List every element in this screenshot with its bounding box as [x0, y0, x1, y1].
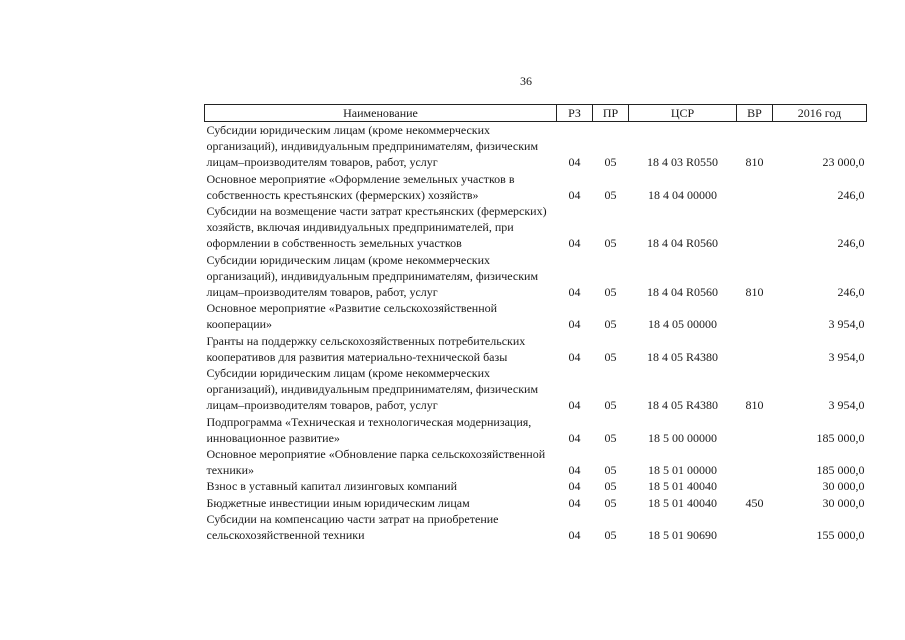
row-csr: 18 5 01 40040	[648, 479, 717, 494]
row-pr: 05	[604, 317, 617, 332]
budget-table	[204, 104, 867, 543]
row-csr: 18 4 05 R4380	[646, 349, 718, 364]
table-row	[205, 414, 867, 446]
row-rz: 04	[568, 155, 581, 170]
row-vr	[737, 300, 773, 332]
row-vr: 810	[745, 398, 764, 413]
row-name: Взнос в уставный капитал лизинговых компаний	[206, 479, 457, 494]
row-amount: 3 954,0	[828, 398, 865, 413]
row-vr	[737, 478, 773, 494]
row-csr: 18 4 04 R0560	[646, 285, 718, 300]
row-amount: 30 000,0	[822, 479, 865, 494]
row-rz: 04	[568, 349, 581, 364]
table-row	[205, 203, 867, 252]
row-name: Субсидии юридическим лицам (кроме некоммерческих организаций), индивидуальным предпринимателям, физическим лицам–производителям товаров, работ, услуг	[206, 366, 539, 413]
row-pr: 05	[604, 236, 617, 251]
row-csr: 18 4 05 R4380	[646, 398, 718, 413]
row-amount: 185 000,0	[816, 430, 865, 445]
table-row	[205, 446, 867, 478]
row-name: Основное мероприятие «Обновление парка сельскохозяйственной техники»	[206, 447, 546, 478]
row-vr	[737, 203, 773, 252]
row-csr: 18 5 01 90690	[648, 528, 717, 543]
header-csr: ЦСР	[629, 105, 737, 122]
row-csr: 18 5 00 00000	[648, 430, 717, 445]
table-row	[205, 478, 867, 494]
table-row	[205, 333, 867, 365]
row-vr: 450	[745, 495, 764, 510]
row-rz: 04	[568, 285, 581, 300]
header-pr: ПР	[593, 105, 629, 122]
row-rz: 04	[568, 528, 581, 543]
row-pr: 05	[604, 398, 617, 413]
row-amount: 23 000,0	[822, 155, 865, 170]
row-amount: 155 000,0	[816, 528, 865, 543]
row-vr	[737, 414, 773, 446]
row-vr	[737, 511, 773, 543]
header-vr: ВР	[737, 105, 773, 122]
row-vr: 810	[745, 285, 764, 300]
row-pr: 05	[604, 430, 617, 445]
row-rz: 04	[568, 236, 581, 251]
row-name: Подпрограмма «Техническая и технологическая модернизация, инновационное развитие»	[206, 414, 532, 445]
row-rz: 04	[568, 463, 581, 478]
header-rz: РЗ	[557, 105, 593, 122]
row-name: Основное мероприятие «Развитие сельскохозяйственной кооперации»	[206, 301, 498, 332]
row-vr: 810	[745, 155, 764, 170]
row-vr	[737, 446, 773, 478]
row-rz: 04	[568, 187, 581, 202]
row-rz: 04	[568, 479, 581, 494]
row-rz: 04	[568, 430, 581, 445]
row-amount: 30 000,0	[822, 495, 865, 510]
row-pr: 05	[604, 463, 617, 478]
row-pr: 05	[604, 528, 617, 543]
row-amount: 246,0	[837, 187, 865, 202]
row-pr: 05	[604, 155, 617, 170]
row-name: Субсидии на компенсацию части затрат на приобретение сельскохозяйственной техники	[206, 511, 499, 543]
row-pr: 05	[604, 479, 617, 494]
row-csr: 18 4 03 R0550	[646, 155, 718, 170]
table-row	[205, 365, 867, 414]
table-row	[205, 511, 867, 543]
row-pr: 05	[604, 349, 617, 364]
row-name: Основное мероприятие «Оформление земельных участков в собственность крестьянских (фермерских) хозяйств»	[206, 171, 515, 202]
table-row	[205, 495, 867, 511]
row-csr: 18 4 04 00000	[648, 187, 717, 202]
row-amount: 3 954,0	[828, 349, 865, 364]
header-name: Наименование	[205, 105, 557, 122]
row-name: Субсидии юридическим лицам (кроме некоммерческих организаций), индивидуальным предпринимателям, физическим лицам–производителям товаров, работ, услуг	[206, 252, 539, 300]
row-name: Бюджетные инвестиции иным юридическим лицам	[206, 495, 470, 510]
row-vr	[737, 333, 773, 365]
table-row	[205, 300, 867, 332]
table-header-row	[205, 105, 867, 122]
table-row	[205, 171, 867, 203]
row-amount: 3 954,0	[828, 317, 865, 332]
row-rz: 04	[568, 495, 581, 510]
row-name: Гранты на поддержку сельскохозяйственных потребительских кооперативов для развития материально-технической базы	[206, 333, 526, 364]
row-amount: 246,0	[837, 285, 865, 300]
header-amount: 2016 год	[773, 105, 867, 122]
row-vr	[737, 171, 773, 203]
row-rz: 04	[568, 398, 581, 413]
table-row	[205, 122, 867, 171]
row-name: Субсидии на возмещение части затрат крестьянских (фермерских) хозяйств, включая индивидуальных предпринимателей, при оформлении в собственность земельных участков	[206, 204, 547, 251]
row-pr: 05	[604, 187, 617, 202]
row-amount: 246,0	[837, 236, 865, 251]
row-pr: 05	[604, 285, 617, 300]
row-name: Субсидии юридическим лицам (кроме некоммерческих организаций), индивидуальным предпринимателям, физическим лицам–производителям товаров, работ, услуг	[206, 123, 539, 170]
row-csr: 18 4 04 R0560	[646, 236, 718, 251]
table-row	[205, 252, 867, 301]
row-csr: 18 5 01 00000	[648, 463, 717, 478]
table-body	[205, 122, 867, 544]
page-number: 36	[520, 74, 532, 88]
row-amount: 185 000,0	[816, 463, 865, 478]
row-rz: 04	[568, 317, 581, 332]
row-pr: 05	[604, 495, 617, 510]
row-csr: 18 4 05 00000	[648, 317, 717, 332]
row-csr: 18 5 01 40040	[648, 495, 717, 510]
